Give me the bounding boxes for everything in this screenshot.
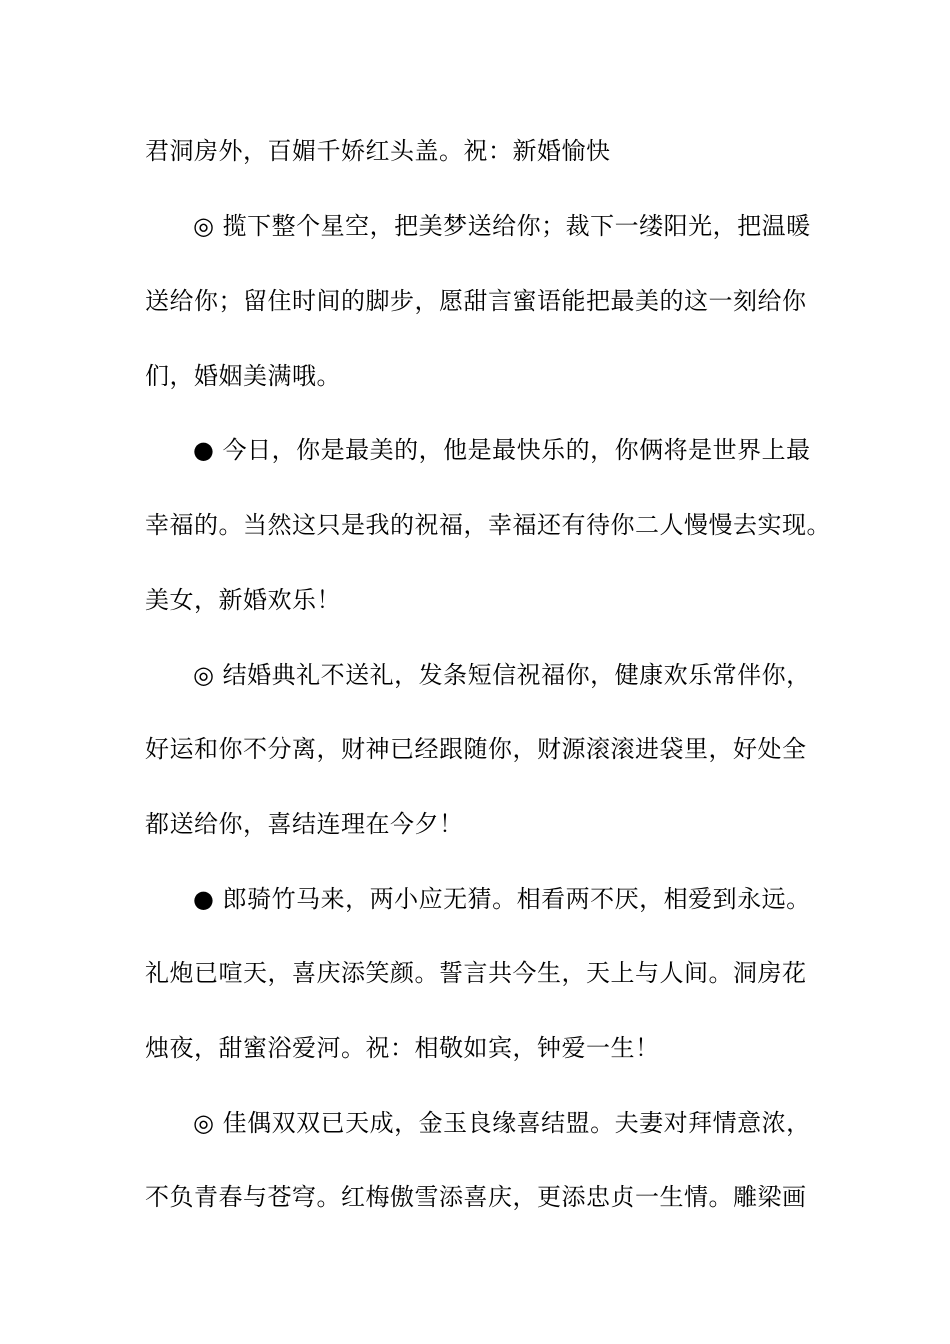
text-line: ◎ 佳偶双双已天成，金玉良缘喜结盟。夫妻对拜情意浓， [193, 1109, 811, 1137]
text-line: ◎ 结婚典礼不送礼，发条短信祝福你，健康欢乐常伴你， [193, 661, 811, 689]
text-line: ● 今日，你是最美的，他是最快乐的，你俩将是世界上最 [193, 436, 811, 464]
text-line: 美女，新婚欢乐！ [145, 586, 341, 614]
text-line: 不负青春与苍穹。红梅傲雪添喜庆，更添忠贞一生情。雕梁画 [145, 1183, 807, 1211]
text-line: ◎ 揽下整个星空，把美梦送给你；裁下一缕阳光，把温暖 [193, 212, 811, 240]
text-line: 都送给你，喜结连理在今夕！ [145, 810, 464, 838]
text-line: 君洞房外，百媚千娇红头盖。祝：新婚愉快 [145, 137, 611, 165]
text-line: ● 郎骑竹马来，两小应无猜。相看两不厌，相爱到永远。 [193, 885, 811, 913]
text-line: 礼炮已喧天，喜庆添笑颜。誓言共今生，天上与人间。洞房花 [145, 959, 807, 987]
text-line: 们，婚姻美满哦。 [145, 362, 341, 390]
text-line: 烛夜，甜蜜浴爱河。祝：相敬如宾，钟爱一生！ [145, 1034, 660, 1062]
text-line: 送给你；留住时间的脚步，愿甜言蜜语能把最美的这一刻给你 [145, 287, 807, 315]
text-line: 幸福的。当然这只是我的祝福，幸福还有待你二人慢慢去实现。 [145, 511, 831, 539]
text-line: 好运和你不分离，财神已经跟随你，财源滚滚进袋里，好处全 [145, 735, 807, 763]
